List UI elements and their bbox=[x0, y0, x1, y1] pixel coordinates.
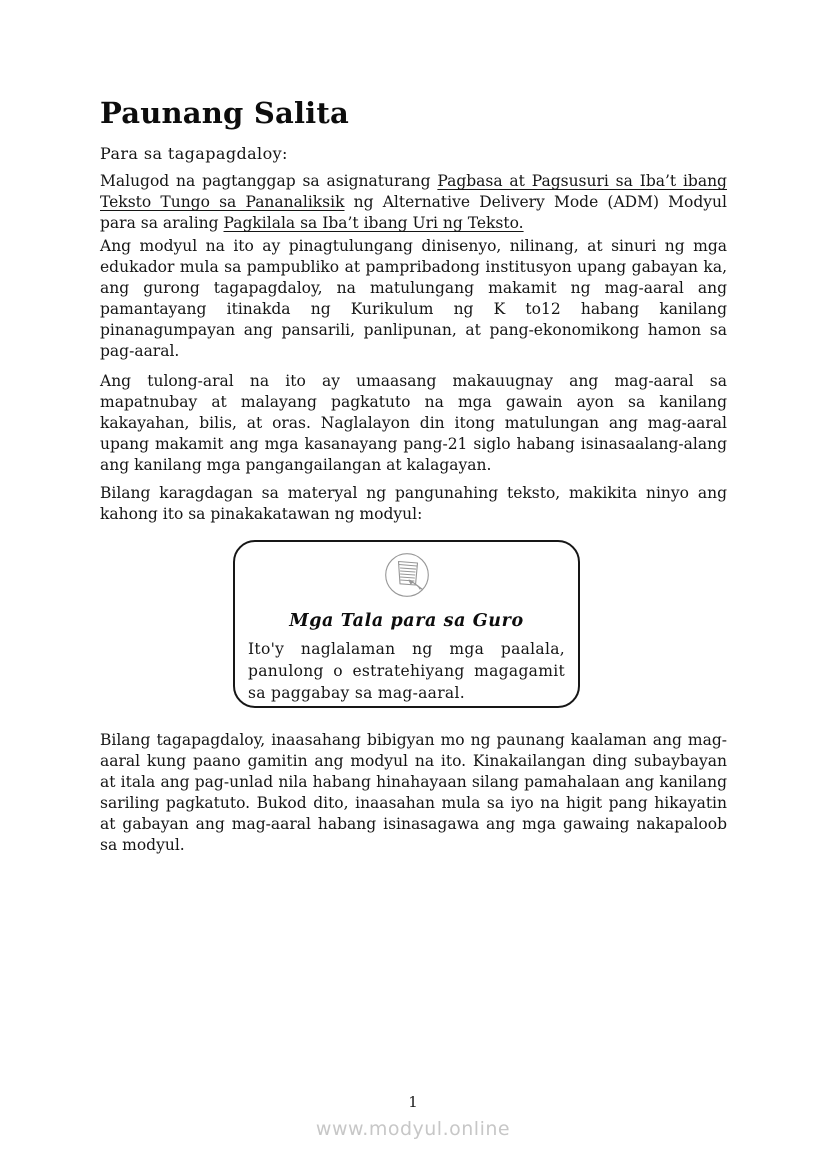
watermark-url: www.modyul.online bbox=[315, 1118, 511, 1140]
intro-paragraph bbox=[100, 171, 727, 234]
notepad-writing-icon bbox=[248, 552, 565, 598]
underlined-text: Pagbasa at Pagsusuri sa Iba’t ibang Teksto Tungo sa Pananaliksik bbox=[100, 172, 727, 211]
note-box bbox=[233, 540, 580, 708]
plain-text: ng Alternative Delivery Mode (ADM) Modyul para sa araling bbox=[100, 193, 727, 232]
page-number: 1 bbox=[408, 1093, 418, 1111]
plain-text: Malugod na pagtanggap sa asignaturang bbox=[100, 172, 438, 190]
salutation-line: Para sa tagapagdaloy: bbox=[100, 144, 288, 163]
note-box-title: Mga Tala para sa Guro bbox=[289, 611, 524, 631]
paragraph-facilitator-guide: Bilang tagapagdaloy, inaasahang bibigyan mo ng paunang kaalaman ang mag-aaral kung paano gamitin ang modyul na ito. Kinakailangan ding subaybayan at itala ang pag-unlad nila habang hinahayaan silang pamahalaan ang kanilang sariling pagkatuto. Bukod dito, inaasahan mula sa iyo na higit pang hikayatin at gabayan ang mag-aaral habang isinasagawa ang mga gawaing nakapaloob sa modyul. bbox=[100, 731, 727, 854]
note-box-body: Ito'y naglalaman ng mga paalala, panulong o estratehiyang magagamit sa paggabay sa mag-aaral. bbox=[248, 640, 565, 702]
paragraph-learning-aid: Ang tulong-aral na ito ay umaasang makauugnay ang mag-aaral sa mapatnubay at malayang pagkatuto na mga gawain ayon sa kanilang kakayahan, bilis, at oras. Naglalayon din itong matulungan ang mag-aaral upang makamit ang mga kasanayang pang-21 siglo habang isinasaalang-alang ang kanilang mga pangangailangan at kalagayan. bbox=[100, 372, 727, 474]
paragraph-module-design: Ang modyul na ito ay pinagtulungang dinisenyo, nilinang, at sinuri ng mga edukador mula sa pampubliko at pampribadong institusyon upang gabayan ka, ang gurong tagapagdaloy, na matulungang makamit ng mag-aaral ang pamantayang itinakda ng Kurikulum ng K to12 habang kanilang pinanagumpayan ang pansarili, panlipunan, at pang-ekonomikong hamon sa pag-aaral. bbox=[100, 237, 727, 360]
underlined-text: Pagkilala sa Iba’t ibang Uri ng Teksto. bbox=[223, 214, 524, 232]
page-title: Paunang Salita bbox=[100, 96, 349, 130]
page-content bbox=[100, 97, 727, 856]
paragraph-box-intro: Bilang karagdagan sa materyal ng pangunahing teksto, makikita ninyo ang kahong ito sa pinakakatawan ng modyul: bbox=[100, 484, 727, 523]
